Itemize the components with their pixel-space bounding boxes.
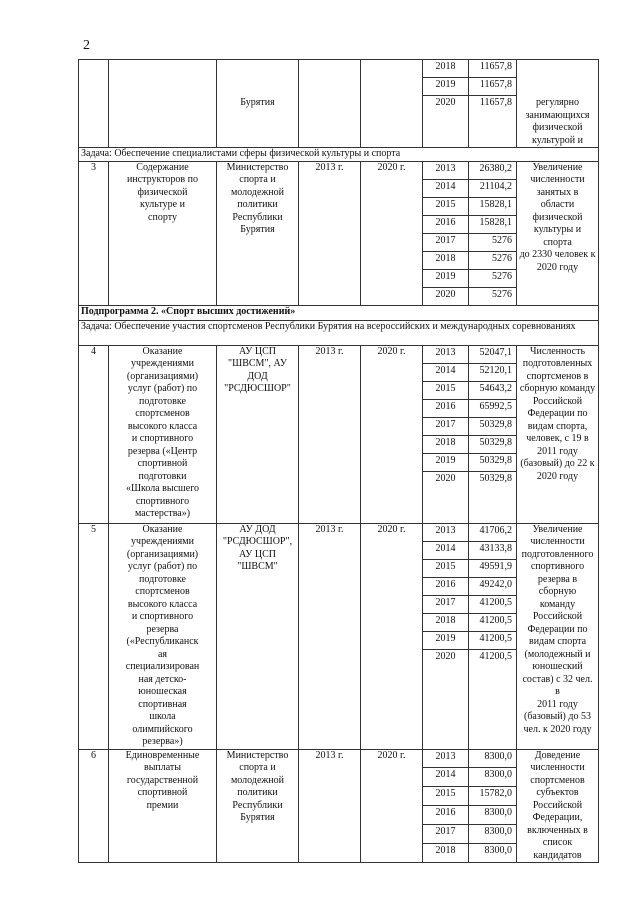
row-number: 4 bbox=[79, 345, 109, 523]
amount-cell: 26380,2 bbox=[469, 161, 517, 179]
amount-cell: 15828,1 bbox=[469, 215, 517, 233]
page-number: 2 bbox=[83, 38, 90, 53]
year-cell: 2018 bbox=[423, 613, 469, 631]
amount-cell: 5276 bbox=[469, 269, 517, 287]
subprogram-heading: Подпрограмма 2. «Спорт высших достижений» bbox=[79, 305, 599, 320]
executor: Министерство спорта и молодежной политики Республики Бурятия bbox=[217, 749, 299, 863]
amount-cell: 50329,8 bbox=[469, 471, 517, 523]
executor: АУ ДОД "РСДЮСШОР", АУ ЦСП "ШВСМ" bbox=[217, 523, 299, 749]
amount-cell: 15782,0 bbox=[469, 787, 517, 806]
end-date: 2020 г. bbox=[361, 345, 423, 523]
expected-result: Увеличение численности занятых в области физической культуры и спорта до 2330 человек к 2020 году bbox=[517, 161, 599, 305]
amount-cell: 8300,0 bbox=[469, 844, 517, 863]
start-date bbox=[299, 60, 361, 148]
table-row bbox=[79, 345, 599, 363]
year-cell: 2018 bbox=[423, 251, 469, 269]
task-heading: Задача: Обеспечение специалистами сферы физической культуры и спорта bbox=[79, 148, 599, 162]
year-cell: 2014 bbox=[423, 179, 469, 197]
year-cell: 2015 bbox=[423, 787, 469, 806]
amount-cell: 52047,1 bbox=[469, 345, 517, 363]
measure-name: Единовременные выплаты государственной спортивной премии bbox=[109, 749, 217, 863]
amount-cell: 5276 bbox=[469, 233, 517, 251]
year-cell: 2013 bbox=[423, 161, 469, 179]
program-table bbox=[78, 59, 599, 863]
year-cell: 2014 bbox=[423, 541, 469, 559]
end-date: 2020 г. bbox=[361, 749, 423, 863]
amount-cell: 41200,5 bbox=[469, 613, 517, 631]
year-cell: 2013 bbox=[423, 523, 469, 541]
amount-cell: 43133,8 bbox=[469, 541, 517, 559]
year-cell: 2019 bbox=[423, 78, 469, 96]
amount-cell: 41200,5 bbox=[469, 649, 517, 749]
amount-cell: 41706,2 bbox=[469, 523, 517, 541]
measure-name: Оказание учреждениями (организациями) услуг (работ) по подготовке спортсменов высокого класса и спортивного резерва («Центр спортивной подготовки «Школа высшего спортивного мастерства») bbox=[109, 345, 217, 523]
executor: Бурятия bbox=[217, 60, 299, 148]
amount-cell: 50329,8 bbox=[469, 453, 517, 471]
year-cell: 2017 bbox=[423, 825, 469, 844]
amount-cell: 41200,5 bbox=[469, 595, 517, 613]
year-cell: 2013 bbox=[423, 345, 469, 363]
amount-cell: 8300,0 bbox=[469, 768, 517, 787]
expected-result: Численность подготовленных спортсменов в сборную команду Российской Федерации по видам спорта, человек, с 19 в 2011 году (базовый) до 22 к 2020 году bbox=[517, 345, 599, 523]
year-cell: 2016 bbox=[423, 806, 469, 825]
amount-cell: 11657,8 bbox=[469, 60, 517, 78]
end-date: 2020 г. bbox=[361, 161, 423, 305]
start-date: 2013 г. bbox=[299, 161, 361, 305]
expected-result: Увеличение численности подготовленного спортивного резерва в сборную команду Российской Федерации по видам спорта (молодежный и юношеский состав) с 32 чел. в 2011 году (базовый) до 53 чел. к 2020 году bbox=[517, 523, 599, 749]
row-number: 3 bbox=[79, 161, 109, 305]
executor: АУ ЦСП "ШВСМ", АУ ДОД "РСДЮСШОР" bbox=[217, 345, 299, 523]
year-cell: 2017 bbox=[423, 417, 469, 435]
year-cell: 2015 bbox=[423, 381, 469, 399]
year-cell: 2013 bbox=[423, 749, 469, 768]
start-date: 2013 г. bbox=[299, 523, 361, 749]
amount-cell: 52120,1 bbox=[469, 363, 517, 381]
amount-cell: 50329,8 bbox=[469, 435, 517, 453]
end-date: 2020 г. bbox=[361, 523, 423, 749]
table-row bbox=[79, 523, 599, 541]
year-cell: 2014 bbox=[423, 768, 469, 787]
year-cell: 2018 bbox=[423, 60, 469, 78]
row-number bbox=[79, 60, 109, 148]
subprogram-heading-row bbox=[79, 305, 599, 320]
year-cell: 2019 bbox=[423, 453, 469, 471]
amount-cell: 41200,5 bbox=[469, 631, 517, 649]
row-number: 6 bbox=[79, 749, 109, 863]
table-row bbox=[79, 161, 599, 179]
end-date bbox=[361, 60, 423, 148]
amount-cell: 11657,8 bbox=[469, 78, 517, 96]
amount-cell: 65992,5 bbox=[469, 399, 517, 417]
amount-cell: 54643,2 bbox=[469, 381, 517, 399]
row-number: 5 bbox=[79, 523, 109, 749]
year-cell: 2020 bbox=[423, 649, 469, 749]
amount-cell: 5276 bbox=[469, 251, 517, 269]
year-cell: 2019 bbox=[423, 269, 469, 287]
measure-name: Содержание инструкторов по физической культуре и спорту bbox=[109, 161, 217, 305]
year-cell: 2018 bbox=[423, 435, 469, 453]
executor: Министерство спорта и молодежной политики Республики Бурятия bbox=[217, 161, 299, 305]
program-table-container bbox=[78, 59, 598, 863]
year-cell: 2018 bbox=[423, 844, 469, 863]
amount-cell: 11657,8 bbox=[469, 96, 517, 148]
start-date: 2013 г. bbox=[299, 345, 361, 523]
expected-result: Доведение численности спортсменов субъектов Российской Федерации, включенных в список кандидатов bbox=[517, 749, 599, 863]
year-cell: 2015 bbox=[423, 559, 469, 577]
year-cell: 2017 bbox=[423, 233, 469, 251]
year-cell: 2020 bbox=[423, 96, 469, 148]
table-row bbox=[79, 60, 599, 78]
expected-result: регулярно занимающихся физической культурой и bbox=[517, 60, 599, 148]
year-cell: 2014 bbox=[423, 363, 469, 381]
year-cell: 2016 bbox=[423, 399, 469, 417]
amount-cell: 8300,0 bbox=[469, 749, 517, 768]
table-row bbox=[79, 749, 599, 768]
start-date: 2013 г. bbox=[299, 749, 361, 863]
task-heading: Задача: Обеспечение участия спортсменов Республики Бурятия на всероссийских и международных соревнованиях bbox=[79, 320, 599, 345]
task-heading-row bbox=[79, 320, 599, 345]
year-cell: 2019 bbox=[423, 631, 469, 649]
amount-cell: 49242,0 bbox=[469, 577, 517, 595]
amount-cell: 8300,0 bbox=[469, 825, 517, 844]
amount-cell: 21104,2 bbox=[469, 179, 517, 197]
task-heading-row bbox=[79, 148, 599, 162]
amount-cell: 49591,9 bbox=[469, 559, 517, 577]
year-cell: 2015 bbox=[423, 197, 469, 215]
amount-cell: 8300,0 bbox=[469, 806, 517, 825]
year-cell: 2020 bbox=[423, 471, 469, 523]
year-cell: 2016 bbox=[423, 215, 469, 233]
amount-cell: 15828,1 bbox=[469, 197, 517, 215]
amount-cell: 5276 bbox=[469, 287, 517, 305]
year-cell: 2016 bbox=[423, 577, 469, 595]
measure-name bbox=[109, 60, 217, 148]
year-cell: 2017 bbox=[423, 595, 469, 613]
measure-name: Оказание учреждениями (организациями) услуг (работ) по подготовке спортсменов высокого класса и спортивного резерва («Республиканск ая специализирован ная детско- юношеская спортивная школа олимпийского резерва») bbox=[109, 523, 217, 749]
year-cell: 2020 bbox=[423, 287, 469, 305]
amount-cell: 50329,8 bbox=[469, 417, 517, 435]
